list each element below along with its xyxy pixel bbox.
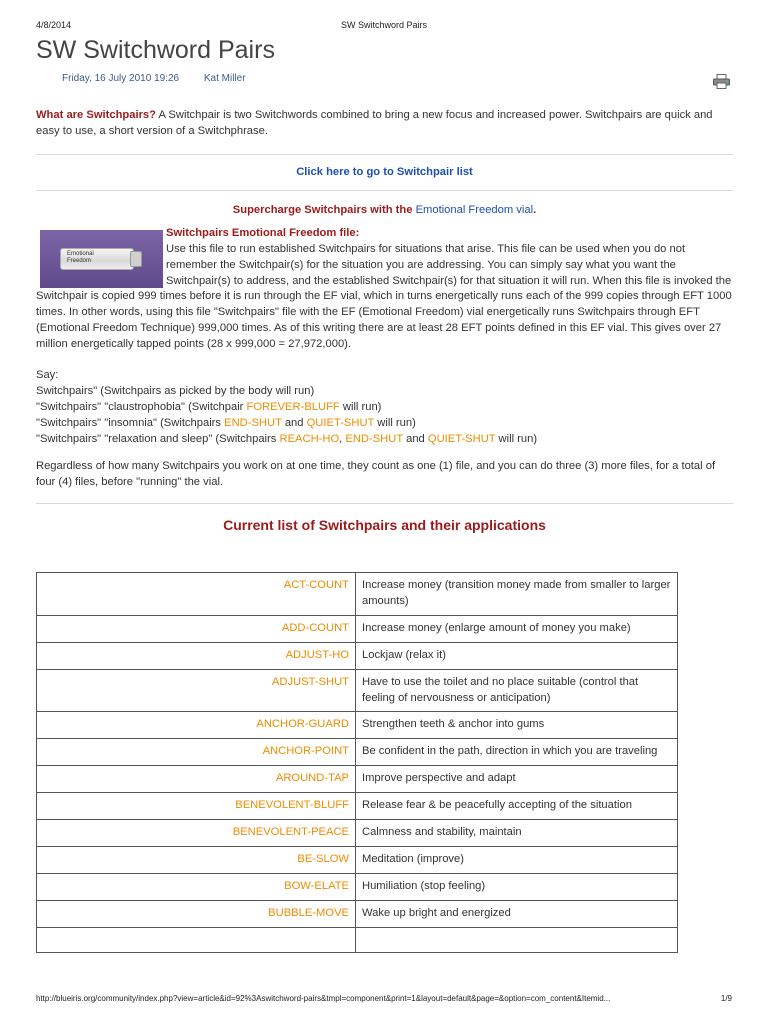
print-footer — [36, 994, 732, 1003]
application-cell — [356, 927, 678, 952]
say-line-2 — [36, 400, 733, 416]
application-cell: Humiliation (stop feeling) — [356, 873, 678, 900]
print-header — [36, 20, 732, 32]
application-cell: Strengthen teeth & anchor into gums — [356, 712, 678, 739]
page-url: http://blueiris.org/community/index.php?view=article&id=92%3Aswitchword-pairs&tmpl=component&print=1&layout=default&page=&option=com_content&Itemid... — [36, 994, 611, 1003]
switchpair-cell[interactable]: AROUND-TAP — [37, 766, 356, 793]
vial-label-line1: Emotional — [67, 250, 94, 257]
vial-cap — [130, 251, 142, 267]
say-line-1: Switchpairs" (Switchpairs as picked by the body will run) — [36, 384, 315, 397]
switchpair-list-title: Current list of Switchpairs and their applications — [223, 517, 546, 534]
article-body — [36, 108, 733, 533]
switchpair-cell[interactable] — [37, 927, 356, 952]
say-text: , — [339, 432, 346, 445]
switchpair-cell[interactable]: ANCHOR-GUARD — [37, 712, 356, 739]
switchpair-table — [36, 572, 678, 953]
say-text: will run) — [374, 416, 416, 429]
switchpair-cell[interactable]: BUBBLE-MOVE — [37, 900, 356, 927]
ef-file-body: Use this file to run established Switchpairs for situations that arise. This file can be used when you do not remember the Switchpair(s) for the situation you are addressing. You can simply say what you want the Switchpair(s) to address, and the established Switchpair(s) for that situation it will run. When this file is invoked the Switchpair is copied 999 times before it is run through the EF vial, which in turns energetically runs each of the 999 copies through EFT 1000 times. In other words, using this file "Switchpairs" file with the EF (Emotional Freedom) vial energetically runs Switchpairs through EFT (Emotional Freedom Technique) 999,000 times. As of this writing there are at least 28 EFT points defined in this EF vial. This gives over 27 million energetically tapped points (28 x 999,000 = 27,972,000). — [36, 242, 732, 351]
intro-text: A Switchpair is two Switchwords combined to bring a new focus and increased power. Switchpairs are quick and easy to use, a short version of a Switchphrase. — [36, 109, 713, 137]
emotional-freedom-vial-link[interactable]: Emotional Freedom vial — [415, 203, 534, 216]
divider — [36, 154, 733, 155]
table-row — [37, 927, 678, 952]
ef-file-heading: Switchpairs Emotional Freedom file: — [166, 226, 360, 239]
vial-label — [67, 251, 94, 265]
page-title: SW Switchword Pairs — [36, 36, 275, 64]
page-number: 1/9 — [720, 994, 732, 1003]
switchpair-cell[interactable]: BENEVOLENT-BLUFF — [37, 793, 356, 820]
ef-file-section — [36, 226, 733, 353]
table-row — [37, 846, 678, 873]
table-row — [37, 573, 678, 616]
switchpair-cell[interactable]: ACT-COUNT — [37, 573, 356, 616]
divider — [36, 503, 733, 504]
application-cell: Meditation (improve) — [356, 846, 678, 873]
switchpair-cell[interactable]: ADJUST-SHUT — [37, 669, 356, 712]
application-cell: Increase money (enlarge amount of money you make) — [356, 615, 678, 642]
divider — [36, 190, 733, 191]
application-cell: Be confident in the path, direction in which you are traveling — [356, 739, 678, 766]
switchpair-link[interactable]: END-SHUT — [224, 416, 282, 429]
table-row — [37, 739, 678, 766]
say-line-3 — [36, 416, 733, 432]
intro-paragraph — [36, 108, 733, 140]
vial-label-line2: Freedom — [67, 257, 92, 264]
say-text: will run) — [339, 400, 382, 413]
switchpair-link[interactable]: FOREVER-BLUFF — [246, 400, 340, 413]
table-row — [37, 900, 678, 927]
supercharge-prefix: Supercharge Switchpairs with the — [232, 203, 416, 216]
switchpair-link[interactable]: REACH-HO — [279, 432, 340, 445]
application-cell: Release fear & be peacefully accepting of the situation — [356, 793, 678, 820]
table-row — [37, 712, 678, 739]
printer-icon[interactable] — [713, 74, 730, 89]
say-block — [36, 368, 733, 448]
application-cell: Have to use the toilet and no place suitable (control that feeling of nervousness or anticipation) — [356, 669, 678, 712]
regardless-paragraph: Regardless of how many Switchpairs you work on at one time, they count as one (1) file, and you can do three (3) more files, for a total of four (4) files, before "running" the vial. — [36, 459, 716, 488]
article-meta — [62, 73, 246, 84]
switchpair-link[interactable]: END-SHUT — [345, 432, 403, 445]
print-title: SW Switchword Pairs — [340, 20, 428, 30]
switchpair-cell[interactable]: ADD-COUNT — [37, 615, 356, 642]
say-text: "Switchpairs" "claustrophobia" (Switchpair — [36, 400, 247, 413]
table-row — [37, 820, 678, 847]
say-text: and — [402, 432, 428, 445]
switchpair-cell[interactable]: ADJUST-HO — [37, 642, 356, 669]
intro-lead: What are Switchpairs? — [36, 109, 156, 121]
switchpair-link[interactable]: QUIET-SHUT — [427, 432, 496, 445]
table-row — [37, 669, 678, 712]
table-row — [37, 766, 678, 793]
say-text: "Switchpairs" "relaxation and sleep" (Switchpairs — [36, 432, 280, 445]
switchpair-cell[interactable]: ANCHOR-POINT — [37, 739, 356, 766]
application-cell: Wake up bright and energized — [356, 900, 678, 927]
switchpair-link[interactable]: QUIET-SHUT — [306, 416, 375, 429]
application-cell: Lockjaw (relax it) — [356, 642, 678, 669]
supercharge-suffix: . — [533, 203, 537, 216]
article-date: Friday, 16 July 2010 19:26 — [62, 73, 180, 84]
emotional-freedom-vial-image — [40, 230, 163, 288]
switchpair-cell[interactable]: BE-SLOW — [37, 846, 356, 873]
print-date: 4/8/2014 — [36, 20, 72, 30]
table-row — [37, 615, 678, 642]
say-text: "Switchpairs" "insomnia" (Switchpairs — [36, 416, 225, 429]
say-label: Say: — [36, 369, 59, 382]
table-row — [37, 642, 678, 669]
say-text: and — [281, 416, 307, 429]
application-cell: Calmness and stability, maintain — [356, 820, 678, 847]
application-cell: Improve perspective and adapt — [356, 766, 678, 793]
switchpair-cell[interactable]: BOW-ELATE — [37, 873, 356, 900]
say-text: will run) — [495, 432, 538, 445]
table-row — [37, 793, 678, 820]
switchpair-list-link[interactable]: Click here to go to Switchpair list — [296, 165, 473, 178]
table-row — [37, 873, 678, 900]
supercharge-line — [36, 204, 733, 216]
say-line-4 — [36, 432, 733, 448]
vial-tube — [60, 248, 134, 270]
switchpair-cell[interactable]: BENEVOLENT-PEACE — [37, 820, 356, 847]
article-author: Kat Miller — [203, 73, 246, 84]
application-cell: Increase money (transition money made from smaller to larger amounts) — [356, 573, 678, 616]
